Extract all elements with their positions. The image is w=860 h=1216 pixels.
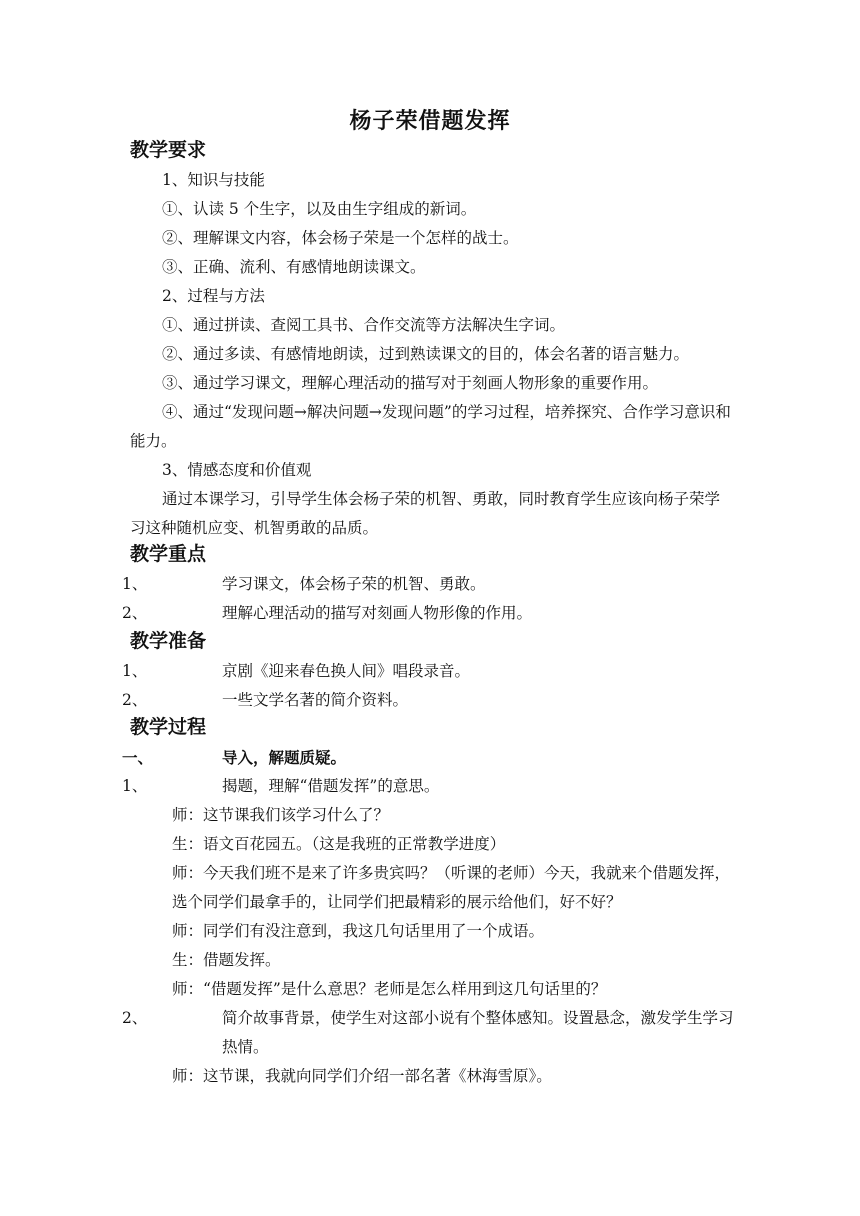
list-item: [122, 657, 735, 686]
dialogue-line: 师：今天我们班不是来了许多贵宾吗？（听课的老师）今天，我就来个借题发挥，选个同学们最拿手的，让同学们把最精彩的展示给他们，好不好？: [172, 864, 731, 911]
list-item: [122, 599, 735, 628]
paragraph: ③、正确、流利、有感情地朗读课文。: [162, 258, 426, 276]
list-item: [122, 1004, 735, 1062]
dialogue-line: 师：这节课我们该学习什么了？: [172, 806, 390, 824]
list-number: 1、: [122, 777, 148, 795]
list-text: 一些文学名著的简介资料。: [222, 691, 409, 709]
list-text: 揭题，理解“借题发挥”的意思。: [222, 777, 440, 795]
list-number: 2、: [122, 691, 148, 709]
list-text: 简介故事背景，使学生对这部小说有个整体感知。设置悬念，激发学生学习热情。: [222, 1009, 734, 1056]
paragraph: ①、通过拼读、查阅工具书、合作交流等方法解决生字词。: [162, 316, 566, 334]
paragraph: 3、情感态度和价值观: [162, 461, 312, 479]
list-number: 2、: [122, 604, 148, 622]
dialogue-line: 生：语文百花园五。（这是我班的正常教学进度）: [172, 835, 506, 853]
paragraph: ④、通过“发现问题→解决问题→发现问题”的学习过程，培养探究、合作学习意识和能力。: [130, 403, 731, 450]
list-item: [122, 686, 735, 715]
list-number: 1、: [122, 662, 148, 680]
paragraph: ①、认读 5 个生字，以及由生字组成的新词。: [162, 200, 477, 218]
section-focus: [122, 541, 735, 628]
dialogue-line: 师：这节课，我就向同学们介绍一部名著《林海雪原》。: [172, 1067, 552, 1085]
document-title: 杨子荣借题发挥: [349, 108, 511, 134]
section-heading: 教学准备: [130, 630, 207, 652]
list-number: 1、: [122, 575, 148, 593]
list-item: [122, 570, 735, 599]
list-text: 学习课文，体会杨子荣的机智、勇敢。: [222, 575, 486, 593]
paragraph: ③、通过学习课文，理解心理活动的描写对于刻画人物形象的重要作用。: [162, 374, 659, 392]
section-heading: 教学重点: [130, 543, 207, 565]
dialogue-line: 生：借题发挥。: [172, 951, 281, 969]
list-text: 京剧《迎来春色换人间》唱段录音。: [222, 662, 471, 680]
paragraph: ②、通过多读、有感情地朗读，过到熟读课文的目的，体会名著的语言魅力。: [162, 345, 690, 363]
dialogue-line: 师：同学们有没注意到，我这几句话里用了一个成语。: [172, 922, 545, 940]
list-number: 一、: [122, 748, 154, 767]
section-requirements: [130, 137, 735, 543]
dialogue-line: 师：“借题发挥”是什么意思？老师是怎么样用到这几句话里的？: [172, 980, 607, 998]
section-heading: 教学过程: [130, 716, 207, 738]
list-text: 导入，解题质疑。: [222, 748, 347, 767]
paragraph: 2、过程与方法: [162, 287, 265, 305]
section-process: [122, 714, 735, 1091]
paragraph: 通过本课学习，引导学生体会杨子荣的机智、勇敢，同时教育学生应该向杨子荣学习这种随机应变、机智勇敢的品质。: [130, 490, 721, 537]
list-number: 2、: [122, 1009, 148, 1027]
section-prep: [122, 628, 735, 715]
list-item: [122, 772, 735, 801]
step-heading: [122, 743, 735, 772]
list-text: 理解心理活动的描写对刻画人物形像的作用。: [222, 604, 533, 622]
paragraph: ②、理解课文内容，体会杨子荣是一个怎样的战士。: [162, 229, 519, 247]
section-heading: 教学要求: [130, 139, 207, 161]
paragraph: 1、知识与技能: [162, 171, 265, 189]
